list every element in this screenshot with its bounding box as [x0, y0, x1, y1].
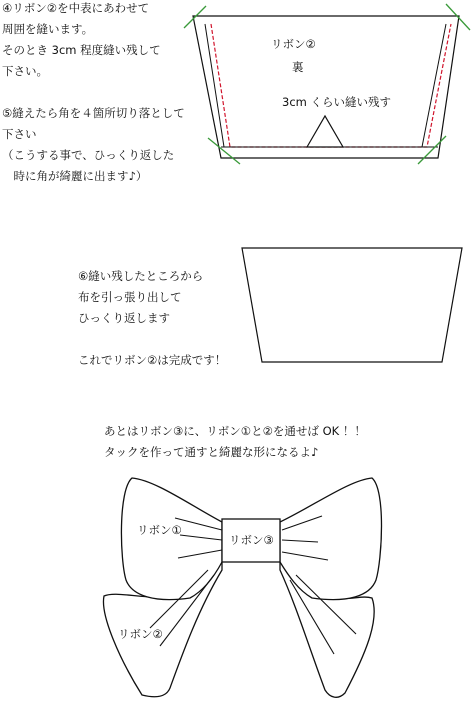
- step5-line3: （こうする事で、ひっくり返した: [2, 148, 175, 162]
- bow-drawing: [103, 478, 381, 697]
- step4-line1: ④リボン②を中表にあわせて: [2, 1, 150, 15]
- bow-left-loop: [121, 478, 222, 600]
- diagram1-ribbon-label: リボン②: [271, 37, 316, 51]
- turned-ribbon-outline: [242, 248, 462, 362]
- bow-right-loop: [280, 478, 382, 600]
- step6-text: [78, 266, 226, 371]
- diagram1-gap-label: 3cm くらい縫い残す: [282, 95, 391, 109]
- step4-line4: 下さい。: [2, 64, 48, 78]
- final-text: [104, 421, 366, 463]
- bow-ribbon2-label: リボン②: [118, 627, 163, 641]
- diagram1-back-label: 裏: [292, 60, 304, 74]
- step6-line3: ひっくり返します: [78, 311, 170, 325]
- bow-ribbon3-label: リボン③: [229, 533, 274, 547]
- final-line1: あとはリボン③に、リボン①と②を通せば OK ！！: [104, 424, 366, 438]
- step6-line1: ⑥縫い残したところから: [78, 269, 204, 283]
- step5-line4: 時に角が綺麗に出ます♪）: [2, 169, 148, 183]
- step4-line2: 周囲を縫います。: [2, 22, 94, 36]
- bow-ribbon1-label: リボン①: [137, 523, 182, 537]
- final-line2: タックを作って通すと綺麗な形になるよ♪: [104, 445, 319, 459]
- opening-triangle: [307, 116, 343, 147]
- step4-line3: そのとき 3cm 程度縫い残して: [2, 43, 161, 57]
- step6-line4: これでリボン②は完成です！: [78, 353, 227, 367]
- step5-line1: ⑤縫えたら角を４箇所切り落として: [2, 106, 185, 120]
- step6-line2: 布を引っ張り出して: [78, 290, 182, 304]
- step5-line2: 下さい: [2, 127, 37, 141]
